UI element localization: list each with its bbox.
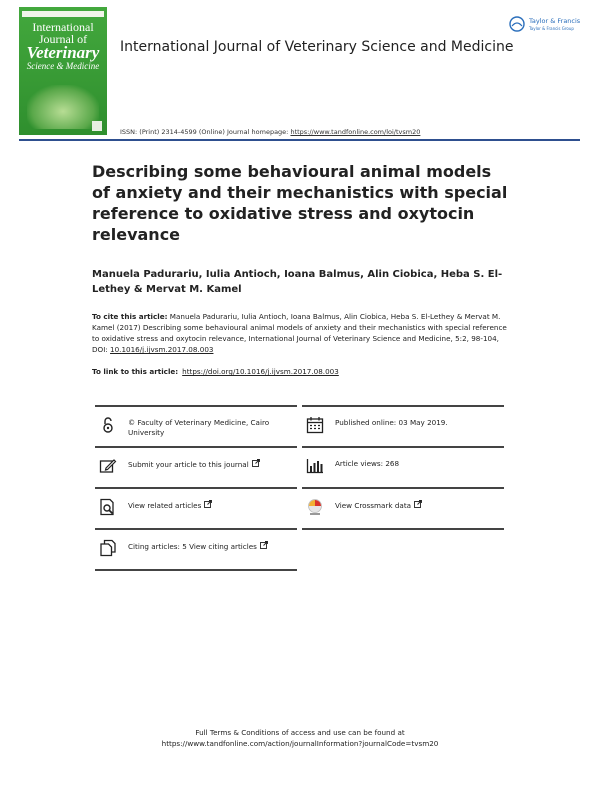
article-views-info [306,457,501,481]
copyright-info [99,416,294,442]
journal-homepage-link[interactable]: https://www.tandfonline.com/loi/tvsm20 [290,128,421,136]
related-articles-label-wrap [128,500,212,511]
search-document-icon [99,498,117,516]
submit-article-label-wrap [128,459,260,470]
info-rule-row3-right [302,528,504,530]
external-link-icon [252,459,260,467]
info-rule-row4-left [95,569,297,571]
footer [0,727,600,749]
cite-label: To cite this article: [92,312,168,321]
related-articles-label: View related articles [128,501,202,510]
crossmark-icon [306,498,324,516]
external-link-icon [204,500,212,508]
journal-name: International Journal of Veterinary Science and Medicine [120,39,514,55]
link-label: To link to this article: [92,367,179,376]
cover-top-strip [22,11,104,17]
info-rule-row2-right [302,487,504,489]
info-rule-row1-left [95,446,297,448]
cover-badge [92,121,102,131]
crossmark-label-wrap [335,500,422,511]
article-views-text: Article views: 268 [335,459,400,468]
info-rule-row1-right [302,446,504,448]
cover-artwork [27,85,99,129]
article-authors: Manuela Padurariu, Iulia Antioch, Ioana Balmus, Alin Ciobica, Heba S. El-Lethey & Mervat M. Kamel [92,269,503,295]
published-date-info [306,416,501,442]
citing-articles-label-wrap [128,541,268,552]
external-link-icon [414,500,422,508]
related-articles-link[interactable] [99,498,294,522]
citation-block [92,311,512,355]
header-divider [19,139,580,141]
publisher-logo-icon [509,16,525,32]
info-rule-top-right [302,405,504,407]
article-title: Describing some behavioural animal models of anxiety and their mechanistics with special reference to oxidative stress and oxytocin relevance [92,162,508,244]
info-rule-row2-left [95,487,297,489]
doi-link[interactable]: 10.1016/j.ijvsm.2017.08.003 [110,345,214,354]
journal-cover-image [19,7,107,135]
footer-terms-link[interactable]: https://www.tandfonline.com/action/journalInformation?journalCode=tvsm20 [161,739,439,748]
article-link[interactable]: https://doi.org/10.1016/j.ijvsm.2017.08.003 [182,367,339,376]
footer-terms-text: Full Terms & Conditions of access and use can be found at [195,728,405,737]
cover-title-line3: Veterinary [26,43,100,62]
issn-line [120,128,420,136]
submit-article-label: Submit your article to this journal [128,460,249,469]
crossmark-label: View Crossmark data [335,501,412,510]
cover-title-line2: Journal of [38,32,88,46]
open-access-icon [99,416,117,434]
cover-title-line1: International [32,20,94,34]
publisher-logo [509,16,585,40]
publisher-logo-subtext: Taylor & Francis Group [529,26,574,31]
calendar-icon [306,416,324,434]
submit-article-link[interactable] [99,457,294,481]
info-rule-top-left [95,405,297,407]
edit-pencil-icon [99,457,117,475]
article-link-block [92,367,339,376]
bar-chart-icon [306,457,324,475]
publisher-logo-text: Taylor & Francis [529,17,581,25]
issn-text: ISSN: (Print) 2314-4599 (Online) Journal homepage: [120,128,291,136]
external-link-icon [260,541,268,549]
citing-articles-label: Citing articles: 5 View citing articles [128,542,257,551]
crossmark-link[interactable] [306,498,501,522]
cover-title-line4: Science & Medicine [26,61,100,71]
citing-articles-link[interactable] [99,539,294,563]
cite-text: Manuela Padurariu, Iulia Antioch, Ioana Balmus, Alin Ciobica, Heba S. El-Lethey & Mervat M. Kamel (2017) Describing some behavioural animal models of anxiety and their mechanistics with special reference to oxidative stress and oxytocin relevance, International Journal of Veterinary Science and Medicine, 5:2, 98-104, DOI: [92,312,507,354]
copyright-text: © Faculty of Veterinary Medicine, Cairo University [128,418,270,437]
citing-documents-icon [99,539,117,557]
info-rule-row3-left [95,528,297,530]
published-date-text: Published online: 03 May 2019. [335,418,448,427]
